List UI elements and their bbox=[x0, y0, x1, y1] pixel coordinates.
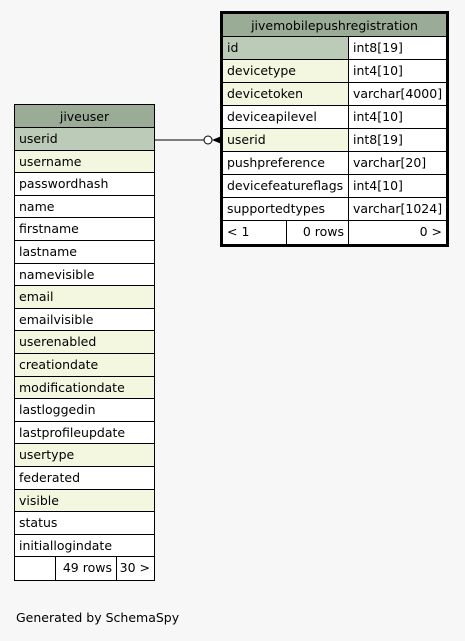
table-row[interactable] bbox=[15, 331, 154, 354]
table-row[interactable] bbox=[223, 106, 446, 129]
column-type: int4[10] bbox=[348, 106, 446, 128]
table-row[interactable] bbox=[223, 129, 446, 152]
table-row[interactable] bbox=[15, 264, 154, 287]
column-name: devicetoken bbox=[223, 83, 348, 105]
table-jivemobilepushregistration[interactable] bbox=[220, 11, 449, 247]
column-name: userid bbox=[15, 128, 154, 150]
column-name: username bbox=[15, 151, 154, 173]
table-jiveuser[interactable] bbox=[14, 104, 155, 581]
table-row[interactable] bbox=[223, 152, 446, 175]
table-row[interactable] bbox=[15, 196, 154, 219]
column-name: firstname bbox=[15, 218, 154, 240]
column-name: federated bbox=[15, 467, 154, 489]
column-name: userenabled bbox=[15, 331, 154, 353]
column-name: id bbox=[223, 37, 348, 59]
row-count: 49 rows bbox=[55, 557, 116, 580]
column-name: creationdate bbox=[15, 354, 154, 376]
parents-link[interactable]: < 1 bbox=[223, 221, 286, 244]
column-type: varchar[4000] bbox=[348, 83, 446, 105]
column-type: int8[19] bbox=[348, 129, 446, 151]
table-row[interactable] bbox=[15, 354, 154, 377]
column-type: int4[10] bbox=[348, 60, 446, 82]
column-name: emailvisible bbox=[15, 309, 154, 331]
column-name: email bbox=[15, 286, 154, 308]
table-row[interactable] bbox=[15, 444, 154, 467]
table-row[interactable] bbox=[15, 512, 154, 535]
column-name: visible bbox=[15, 490, 154, 512]
table-row[interactable] bbox=[15, 377, 154, 400]
table-row[interactable] bbox=[223, 83, 446, 106]
children-link[interactable]: 0 > bbox=[348, 221, 446, 244]
column-name: userid bbox=[223, 129, 348, 151]
table-row[interactable] bbox=[15, 490, 154, 513]
table-footer bbox=[223, 221, 446, 244]
table-footer bbox=[15, 557, 154, 580]
table-row[interactable] bbox=[15, 151, 154, 174]
table-row[interactable] bbox=[15, 286, 154, 309]
table-row[interactable] bbox=[15, 399, 154, 422]
table-row[interactable] bbox=[15, 535, 154, 558]
table-title[interactable]: jiveuser bbox=[15, 105, 154, 128]
table-row[interactable] bbox=[223, 60, 446, 83]
table-title[interactable]: jivemobilepushregistration bbox=[223, 14, 446, 37]
generated-by-text: Generated by SchemaSpy bbox=[16, 610, 180, 625]
column-name: devicetype bbox=[223, 60, 348, 82]
column-name: passwordhash bbox=[15, 173, 154, 195]
column-type: varchar[20] bbox=[348, 152, 446, 174]
column-type: int4[10] bbox=[348, 175, 446, 197]
table-row[interactable] bbox=[15, 467, 154, 490]
column-name: supportedtypes bbox=[223, 198, 348, 220]
column-name: deviceapilevel bbox=[223, 106, 348, 128]
table-row[interactable] bbox=[15, 241, 154, 264]
column-name: lastloggedin bbox=[15, 399, 154, 421]
column-name: usertype bbox=[15, 444, 154, 466]
column-name: devicefeatureflags bbox=[223, 175, 348, 197]
children-link[interactable]: 30 > bbox=[116, 557, 154, 580]
column-type: varchar[1024] bbox=[348, 198, 446, 220]
column-name: modificationdate bbox=[15, 377, 154, 399]
column-name: lastprofileupdate bbox=[15, 422, 154, 444]
parents-link[interactable] bbox=[15, 557, 55, 580]
table-row[interactable] bbox=[15, 422, 154, 445]
column-name: initiallogindate bbox=[15, 535, 154, 557]
table-row[interactable] bbox=[15, 173, 154, 196]
table-row[interactable] bbox=[223, 175, 446, 198]
column-name: pushpreference bbox=[223, 152, 348, 174]
column-name: name bbox=[15, 196, 154, 218]
table-row[interactable] bbox=[15, 218, 154, 241]
column-name: namevisible bbox=[15, 264, 154, 286]
row-count: 0 rows bbox=[286, 221, 348, 244]
column-name: lastname bbox=[15, 241, 154, 263]
table-row[interactable] bbox=[15, 128, 154, 151]
table-row[interactable] bbox=[15, 309, 154, 332]
column-type: int8[19] bbox=[348, 37, 446, 59]
table-row[interactable] bbox=[223, 198, 446, 221]
table-row[interactable] bbox=[223, 37, 446, 60]
column-name: status bbox=[15, 512, 154, 534]
zero-cardinality-circle bbox=[204, 136, 212, 144]
